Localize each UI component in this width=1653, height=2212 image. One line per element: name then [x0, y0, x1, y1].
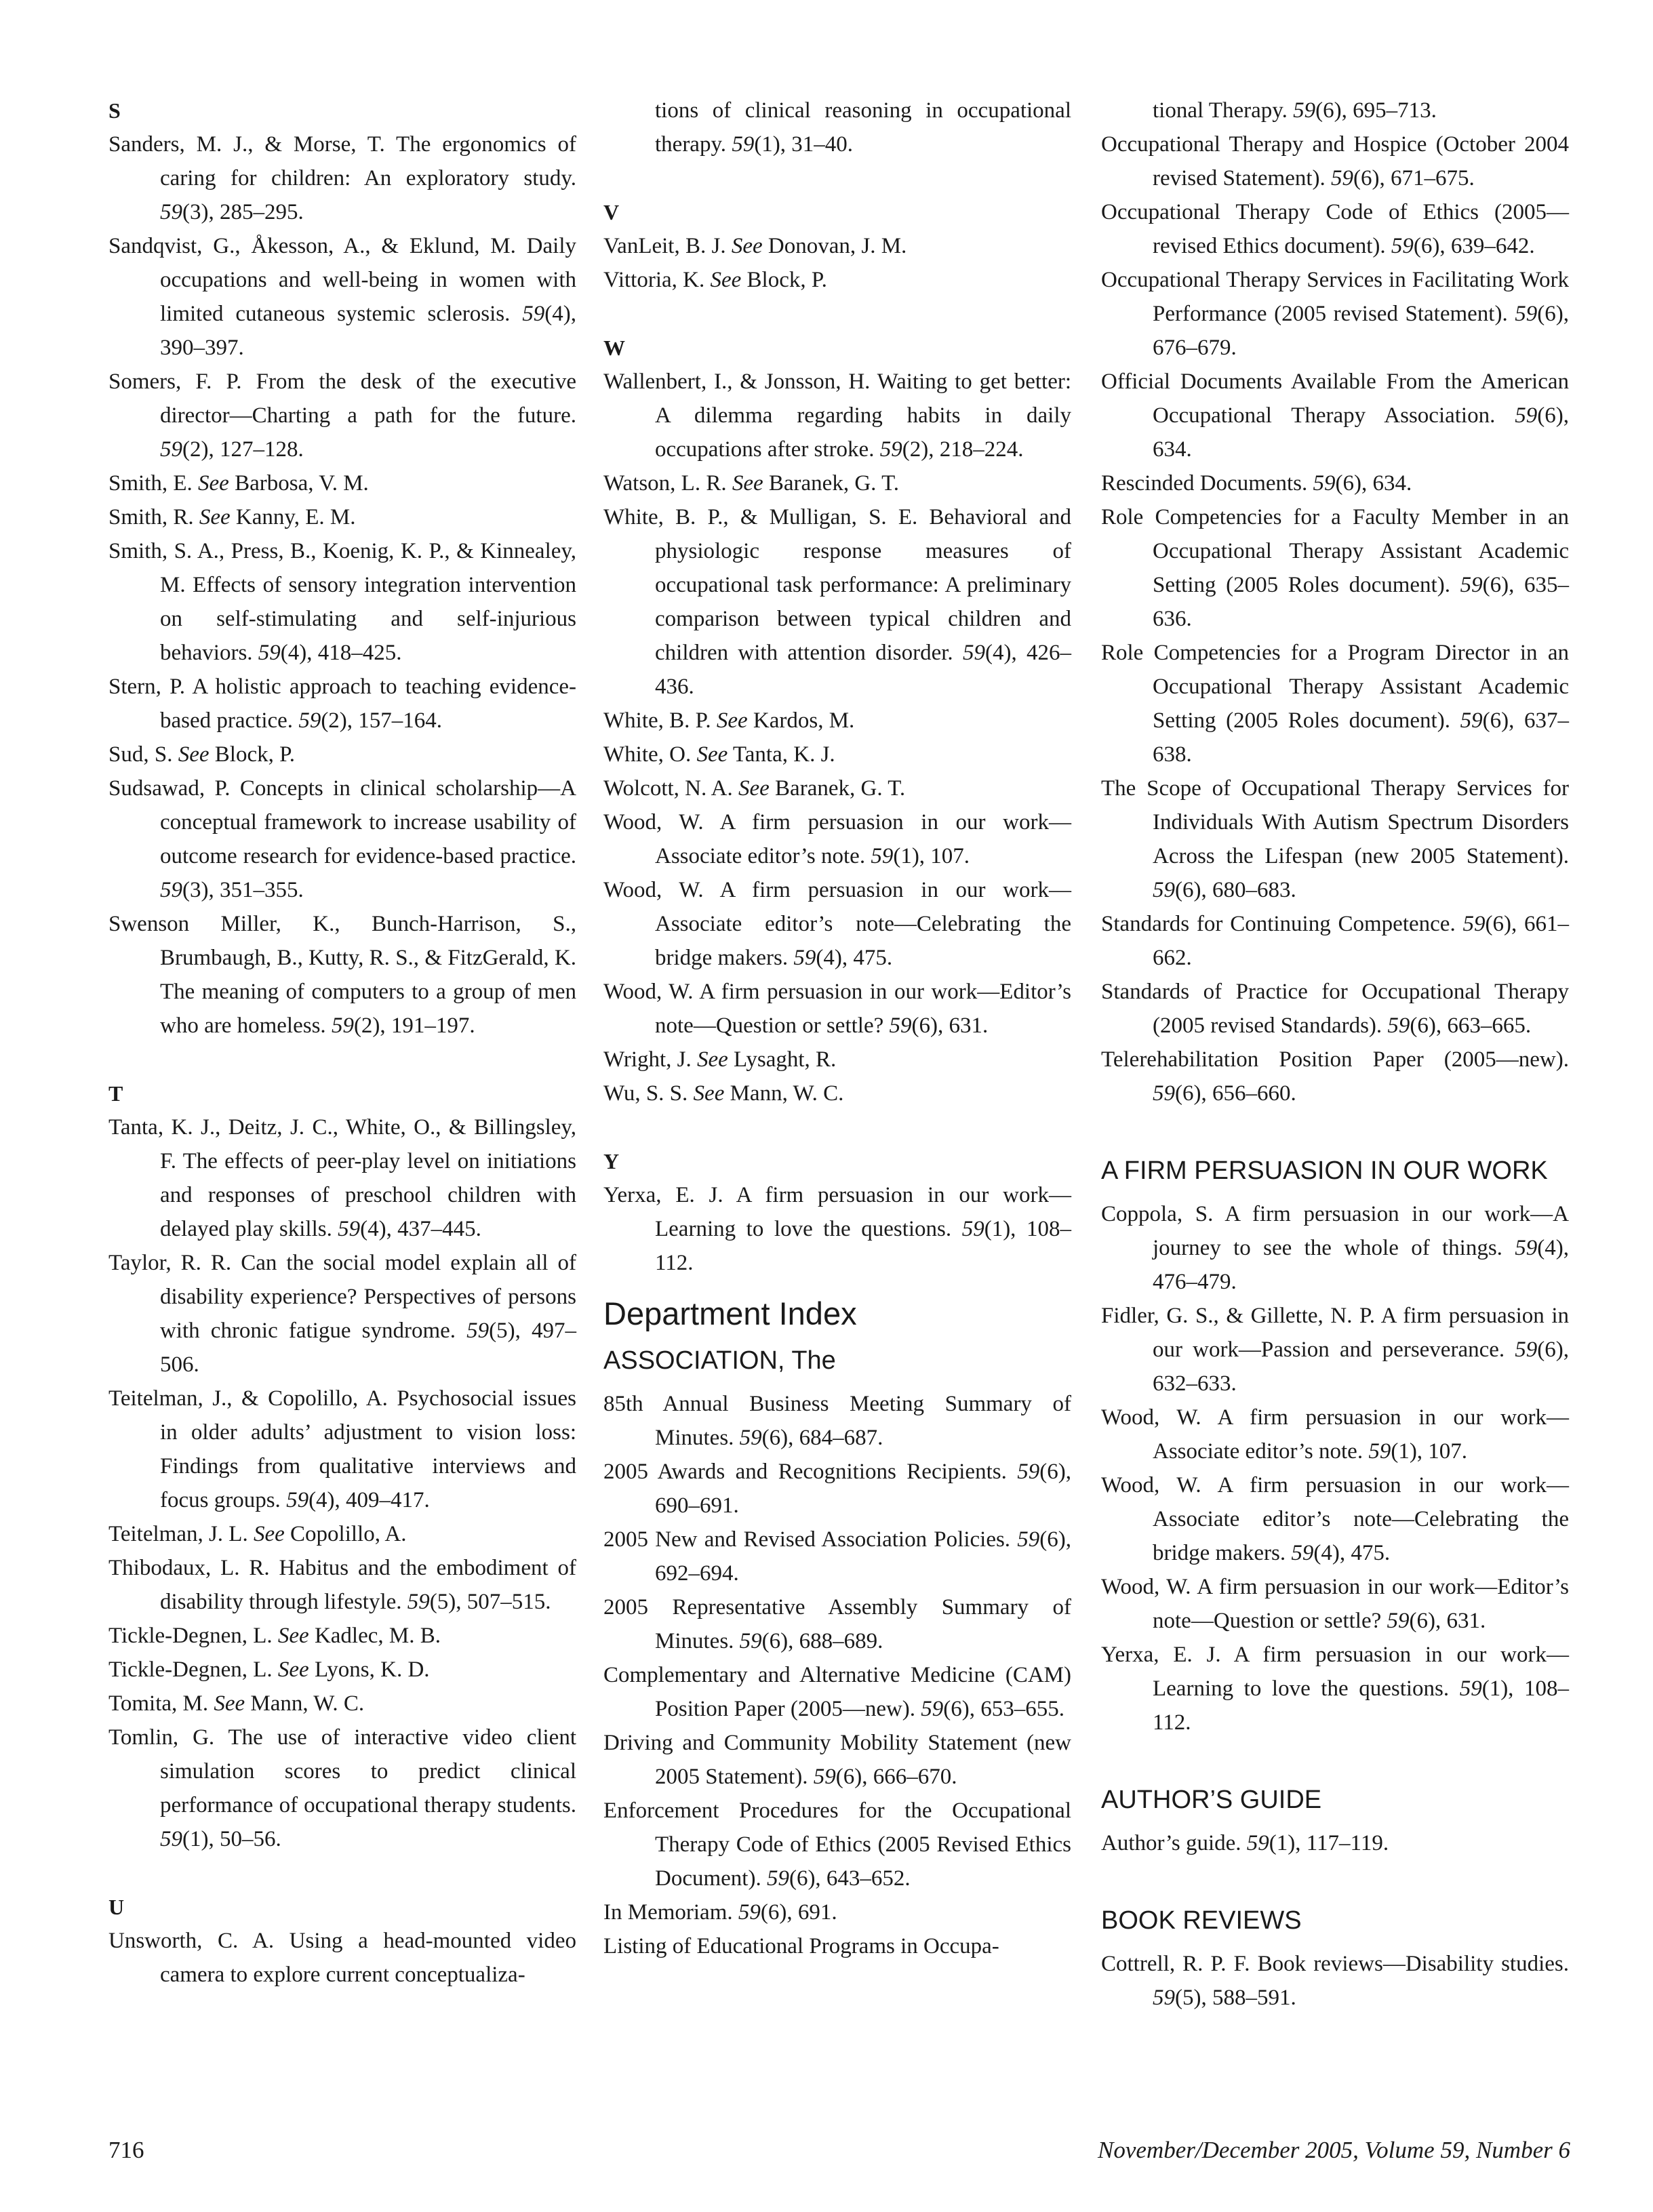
entries-s	[108, 127, 576, 1043]
index-entry: Occupational Therapy Code of Ethics (2005—revised Ethics document). 59(6), 639–642.	[1101, 200, 1569, 258]
index-entry: Cottrell, R. P. F. Book reviews—Disability studies. 59(5), 588–591.	[1101, 1952, 1569, 2010]
index-entry: Somers, F. P. From the desk of the executive director—Charting a path for the future. 59(2), 127–128.	[108, 369, 576, 462]
entries-u	[108, 1924, 576, 1992]
index-entry: Wood, W. A firm persuasion in our work—Editor’s note—Question or settle? 59(6), 631.	[1101, 1575, 1569, 1633]
section-title-firm-persuasion: A FIRM PERSUASION IN OUR WORK	[1101, 1157, 1548, 1185]
index-entry: 2005 New and Revised Association Policies. 59(6), 692–694.	[603, 1527, 1071, 1586]
index-entry: Tickle-Degnen, L. See Lyons, K. D.	[108, 1657, 430, 1682]
index-entry: Teitelman, J., & Copolillo, A. Psychosocial issues in older adults’ adjustment to vision loss: Findings from qualitative interviews and focus groups. 59(4), 409–417.	[108, 1386, 576, 1512]
continuation-text: tional Therapy. 59(6), 695–713.	[1153, 98, 1437, 123]
index-entry: Wright, J. See Lysaght, R.	[603, 1047, 837, 1072]
department-index-title: Department Index	[603, 1295, 857, 1331]
column-2	[603, 94, 1071, 1963]
entries-book-reviews	[1101, 1947, 1569, 2015]
index-entry: Tickle-Degnen, L. See Kadlec, M. B.	[108, 1624, 441, 1648]
index-entry: Thibodaux, L. R. Habitus and the embodiment of disability through lifestyle. 59(5), 507–515.	[108, 1556, 576, 1614]
index-entry: Sud, S. See Block, P.	[108, 742, 296, 767]
letter-heading-w: W	[603, 336, 625, 360]
column-3	[1101, 94, 1569, 2015]
issue-info: November/December 2005, Volume 59, Number 6	[1098, 2137, 1570, 2163]
continuation-text: tions of clinical reasoning in occupational therapy. 59(1), 31–40.	[655, 98, 1071, 157]
index-entry: Tomita, M. See Mann, W. C.	[108, 1691, 365, 1716]
index-entry: VanLeit, B. J. See Donovan, J. M.	[603, 234, 907, 258]
entries-firm-persuasion	[1101, 1197, 1569, 1740]
index-entry: White, B. P. See Kardos, M.	[603, 708, 855, 733]
column-1	[108, 94, 576, 1992]
entries-y	[603, 1178, 1071, 1280]
index-entry: Occupational Therapy and Hospice (October 2004 revised Statement). 59(6), 671–675.	[1101, 132, 1569, 190]
entries-association	[603, 1387, 1071, 1963]
entries-authors-guide	[1101, 1826, 1569, 1860]
section-title-book-reviews: BOOK REVIEWS	[1101, 1906, 1302, 1935]
index-entry: Stern, P. A holistic approach to teaching evidence-based practice. 59(2), 157–164.	[108, 675, 576, 733]
index-entry: Driving and Community Mobility Statement (new 2005 Statement). 59(6), 666–670.	[603, 1731, 1071, 1789]
index-entry: Sudsawad, P. Concepts in clinical scholarship—A conceptual framework to increase usability of outcome research for evidence-based practice. 59(3), 351–355.	[108, 776, 576, 902]
index-entry: Sandqvist, G., Åkesson, A., & Eklund, M. Daily occupations and well-being in women with limited cutaneous systemic sclerosis. 59(4), 390–397.	[108, 234, 576, 360]
index-entry: Author’s guide. 59(1), 117–119.	[1101, 1831, 1389, 1855]
index-entry: Wood, W. A firm persuasion in our work—Associate editor’s note—Celebrating the bridge makers. 59(4), 475.	[1101, 1473, 1569, 1565]
index-entry: Smith, R. See Kanny, E. M.	[108, 505, 356, 529]
index-entry: Taylor, R. R. Can the social model explain all of disability experience? Perspectives of persons with chronic fatigue syndrome. 59(5), 497–506.	[108, 1251, 576, 1377]
index-entry: Enforcement Procedures for the Occupational Therapy Code of Ethics (2005 Revised Ethics Document). 59(6), 643–652.	[603, 1798, 1071, 1891]
index-entry: Watson, L. R. See Baranek, G. T.	[603, 471, 900, 496]
index-entry: Yerxa, E. J. A firm persuasion in our work—Learning to love the questions. 59(1), 108–112.	[1101, 1643, 1570, 1735]
index-entry: Official Documents Available From the American Occupational Therapy Association. 59(6), 634.	[1101, 369, 1569, 462]
index-entry: Role Competencies for a Program Director in an Occupational Therapy Assistant Academic Setting (2005 Roles document). 59(6), 637–638.	[1101, 641, 1569, 767]
index-entry: Wood, W. A firm persuasion in our work—Associate editor’s note—Celebrating the bridge makers. 59(4), 475.	[603, 878, 1071, 970]
index-entry: Vittoria, K. See Block, P.	[603, 268, 827, 292]
entries-v	[603, 229, 1071, 297]
letter-heading-y: Y	[603, 1149, 620, 1173]
index-entry: Tanta, K. J., Deitz, J. C., White, O., & Billingsley, F. The effects of peer-play level on initiations and responses of preschool children with delayed play skills. 59(4), 437–445.	[108, 1115, 576, 1241]
index-entry: Listing of Educational Programs in Occupa-	[603, 1934, 999, 1958]
index-entry: White, B. P., & Mulligan, S. E. Behavioral and physiologic response measures of occupational task performance: A preliminary comparison between typical children and children with attention disorder. 59(4), 426–436.	[603, 505, 1072, 699]
index-entry: Wood, W. A firm persuasion in our work—Associate editor’s note. 59(1), 107.	[1101, 1405, 1569, 1464]
index-entry: Tomlin, G. The use of interactive video client simulation scores to predict clinical performance of occupational therapy students. 59(1), 50–56.	[108, 1725, 576, 1851]
index-entry: Wu, S. S. See Mann, W. C.	[603, 1081, 844, 1106]
index-entry: Swenson Miller, K., Bunch-Harrison, S., Brumbaugh, B., Kutty, R. S., & FitzGerald, K. The meaning of computers to a group of men who are homeless. 59(2), 191–197.	[108, 912, 576, 1038]
letter-heading-s: S	[108, 98, 121, 123]
index-entry: Yerxa, E. J. A firm persuasion in our work—Learning to love the questions. 59(1), 108–112.	[603, 1183, 1072, 1275]
section-title-authors-guide: AUTHOR’S GUIDE	[1101, 1786, 1322, 1814]
index-entry: Fidler, G. S., & Gillette, N. P. A firm persuasion in our work—Passion and perseverance. 59(6), 632–633.	[1101, 1304, 1569, 1396]
index-entry: 85th Annual Business Meeting Summary of Minutes. 59(6), 684–687.	[603, 1392, 1071, 1450]
entries-association-cont	[1101, 127, 1569, 1110]
index-entry: Smith, S. A., Press, B., Koenig, K. P., & Kinnealey, M. Effects of sensory integration intervention on self-stimulating and self-injurious behaviors. 59(4), 418–425.	[108, 539, 576, 665]
entries-t	[108, 1110, 576, 1856]
index-entry: Standards of Practice for Occupational Therapy (2005 revised Standards). 59(6), 663–665.	[1101, 980, 1569, 1038]
index-entry: Unsworth, C. A. Using a head-mounted video camera to explore current conceptualiza-	[108, 1929, 576, 1987]
letter-heading-v: V	[603, 200, 620, 224]
index-entry: Telerehabilitation Position Paper (2005—new). 59(6), 656–660.	[1101, 1047, 1569, 1106]
index-entry: Standards for Continuing Competence. 59(6), 661–662.	[1101, 912, 1570, 970]
index-entry: Wood, W. A firm persuasion in our work—Associate editor’s note. 59(1), 107.	[603, 810, 1071, 868]
index-entry: The Scope of Occupational Therapy Services for Individuals With Autism Spectrum Disorders Across the Lifespan (new 2005 Statement). 59(6), 680–683.	[1101, 776, 1569, 902]
index-entry: Wolcott, N. A. See Baranek, G. T.	[603, 776, 906, 801]
letter-heading-t: T	[108, 1081, 123, 1106]
index-entry: In Memoriam. 59(6), 691.	[603, 1900, 837, 1925]
index-entry: Wallenbert, I., & Jonsson, H. Waiting to get better: A dilemma regarding habits in daily occupations after stroke. 59(2), 218–224.	[603, 369, 1071, 462]
index-entry: Occupational Therapy Services in Facilitating Work Performance (2005 revised Statement). 59(6), 676–679.	[1101, 268, 1569, 360]
index-entry: Smith, E. See Barbosa, V. M.	[108, 471, 369, 496]
entries-w	[603, 365, 1071, 1110]
index-entry: Rescinded Documents. 59(6), 634.	[1101, 471, 1412, 496]
index-entry: Teitelman, J. L. See Copolillo, A.	[108, 1522, 407, 1546]
index-entry: White, O. See Tanta, K. J.	[603, 742, 835, 767]
index-entry: Wood, W. A firm persuasion in our work—Editor’s note—Question or settle? 59(6), 631.	[603, 980, 1071, 1038]
index-entry: 2005 Awards and Recognitions Recipients. 59(6), 690–691.	[603, 1460, 1071, 1518]
section-title-association: ASSOCIATION, The	[603, 1346, 836, 1375]
letter-heading-u: U	[108, 1895, 125, 1919]
page-number: 716	[108, 2137, 144, 2163]
index-entry: Complementary and Alternative Medicine (CAM) Position Paper (2005—new). 59(6), 653–655.	[603, 1663, 1071, 1721]
index-entry: Role Competencies for a Faculty Member in an Occupational Therapy Assistant Academic Setting (2005 Roles document). 59(6), 635–636.	[1101, 505, 1569, 631]
index-entry: 2005 Representative Assembly Summary of Minutes. 59(6), 688–689.	[603, 1595, 1071, 1653]
index-entry: Coppola, S. A firm persuasion in our work—A journey to see the whole of things. 59(4), 476–479.	[1101, 1202, 1569, 1294]
index-entry: Sanders, M. J., & Morse, T. The ergonomics of caring for children: An exploratory study. 59(3), 285–295.	[108, 132, 576, 224]
